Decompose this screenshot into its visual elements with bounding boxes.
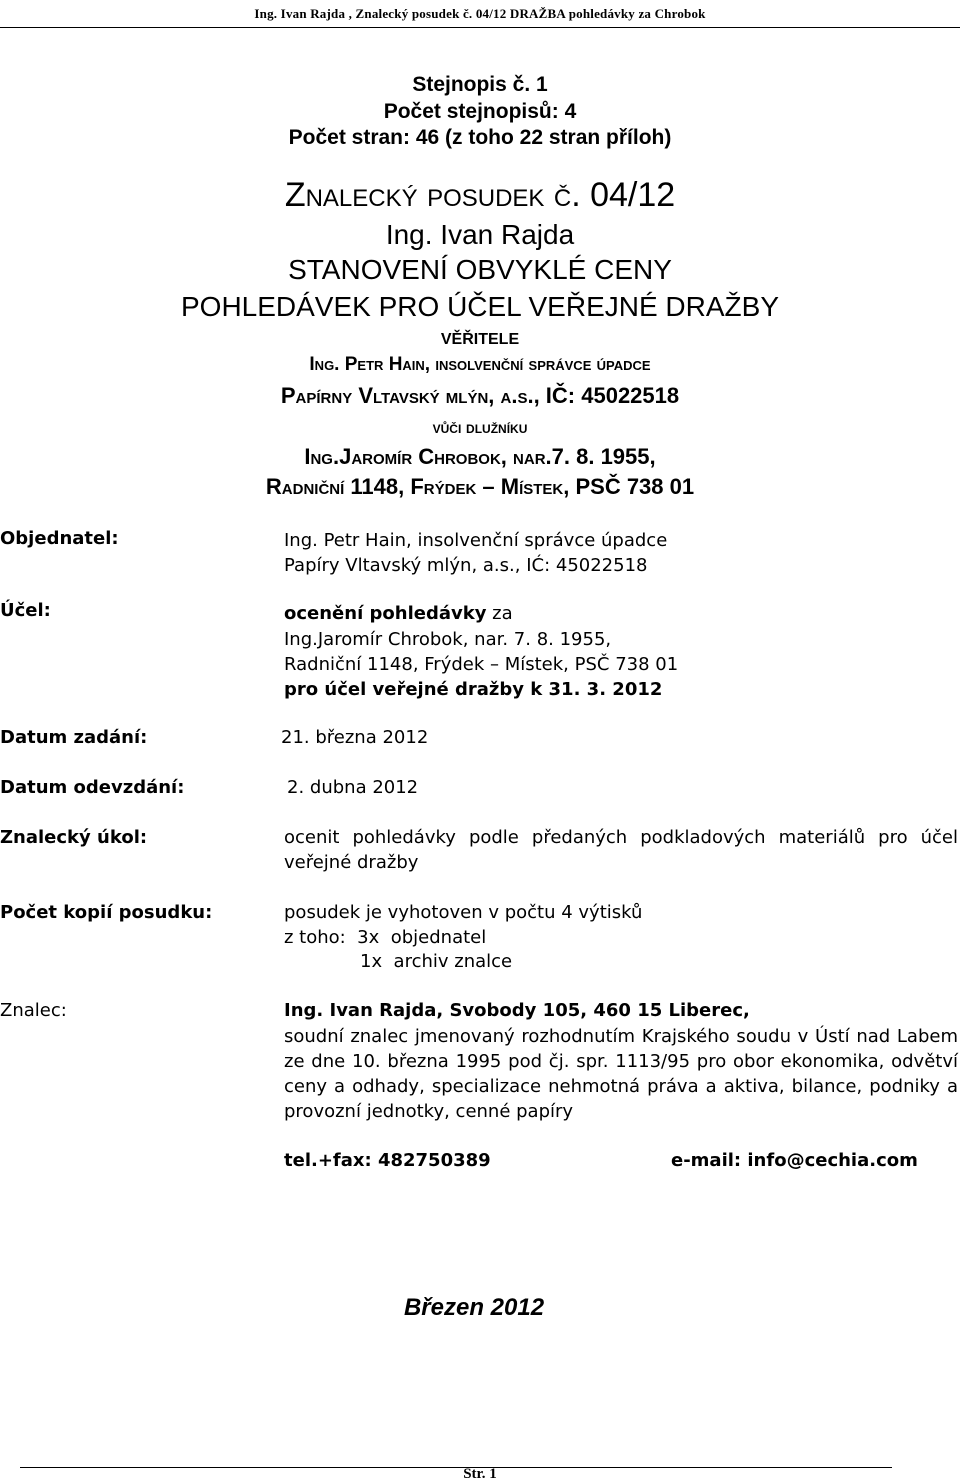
page-count: Počet stran: 46 (z toho 22 stran příloh) (288, 126, 672, 149)
expert-label: Znalec: (0, 1000, 67, 1021)
purpose-line-3: Radniční 1148, Frýdek – Místek, PSČ 738 01 (284, 654, 679, 675)
copy-number: Stejnopis č. 1 (412, 73, 548, 96)
document-title: Znalecký posudek č. 04/12 (284, 176, 676, 214)
subject-line-2: POHLEDÁVEK PRO ÚČEL VEŘEJNÉ DRAŽBY (180, 291, 779, 322)
purpose-line-4: pro účel veřejné dražby k 31. 3. 2012 (284, 679, 663, 700)
debtor-line-2: Radniční 1148, Frýdek – Místek, PSČ 738 01 (265, 474, 695, 499)
purpose-line-1-rest: za (486, 603, 513, 624)
phone-fax: tel.+fax: 482750389 (284, 1150, 491, 1171)
expert-name-address: Ing. Ivan Rajda, Svobody 105, 460 15 Liberec, (284, 1000, 750, 1021)
header-divider (0, 27, 960, 28)
copies-line-2: z toho: 3x objednatel (284, 927, 487, 948)
expert-appointment: soudní znalec jmenovaný rozhodnutím Krajského soudu v Ústí nad Labem ze dne 10. března 1995 pod čj. spr. 1113/95 pro obor ekonomika, odvětví ceny a odhady, specializace nehmotná práva a aktiva, bilance, podniky a provozní jednotky, cenné papíry (284, 1026, 958, 1122)
subject-line-1: STANOVENÍ OBVYKLÉ CENY (288, 254, 672, 285)
creditor-line-1: Ing. Petr Hain, insolvenční správce úpadce (309, 354, 651, 375)
purpose-label: Účel: (0, 600, 51, 621)
assignment-date-label: Datum zadání: (0, 727, 148, 748)
delivery-date-value: 2. dubna 2012 (287, 777, 419, 798)
copy-count: Počet stejnopisů: 4 (383, 100, 577, 123)
author-name: Ing. Ivan Rajda (385, 219, 575, 250)
delivery-date-label: Datum odevzdání: (0, 777, 185, 798)
purpose-line-1 (284, 603, 513, 624)
page-number: Str. 1 (463, 1466, 497, 1482)
client-line-2: Papíry Vltavský mlýn, a.s., IĆ: 45022518 (284, 555, 648, 576)
footer-date: Březen 2012 (403, 1294, 545, 1321)
task-value: ocenit pohledávky podle předaných podkladových materiálů pro účel veřejné dražby (284, 827, 958, 873)
copies-line-1: posudek je vyhotoven v počtu 4 výtisků (284, 902, 643, 923)
task-label: Znalecký úkol: (0, 827, 148, 848)
email: e-mail: info@cechia.com (671, 1150, 918, 1171)
running-header: Ing. Ivan Rajda , Znalecký posudek č. 04/12 DRAŽBA pohledávky za Chrobok (254, 6, 706, 21)
purpose-line-1-bold: ocenění pohledávky (284, 603, 487, 624)
client-label: Objednatel: (0, 528, 119, 549)
purpose-line-2: Ing.Jaromír Chrobok, nar. 7. 8. 1955, (284, 629, 612, 650)
client-line-1: Ing. Petr Hain, insolvenční správce úpadce (284, 530, 668, 551)
creditor-line-2: Papírny Vltavský mlýn, a.s., IČ: 45022518 (280, 383, 680, 408)
debtor-line-1: Ing.Jaromír Chrobok, nar.7. 8. 1955, (304, 444, 656, 469)
copies-line-3: 1x archiv znalce (360, 951, 513, 972)
copies-label: Počet kopií posudku: (0, 902, 213, 923)
debtor-label: vůči dlužníku (432, 418, 528, 437)
assignment-date-value: 21. března 2012 (281, 727, 429, 748)
creditor-label: VĚŘITELE (440, 331, 520, 348)
